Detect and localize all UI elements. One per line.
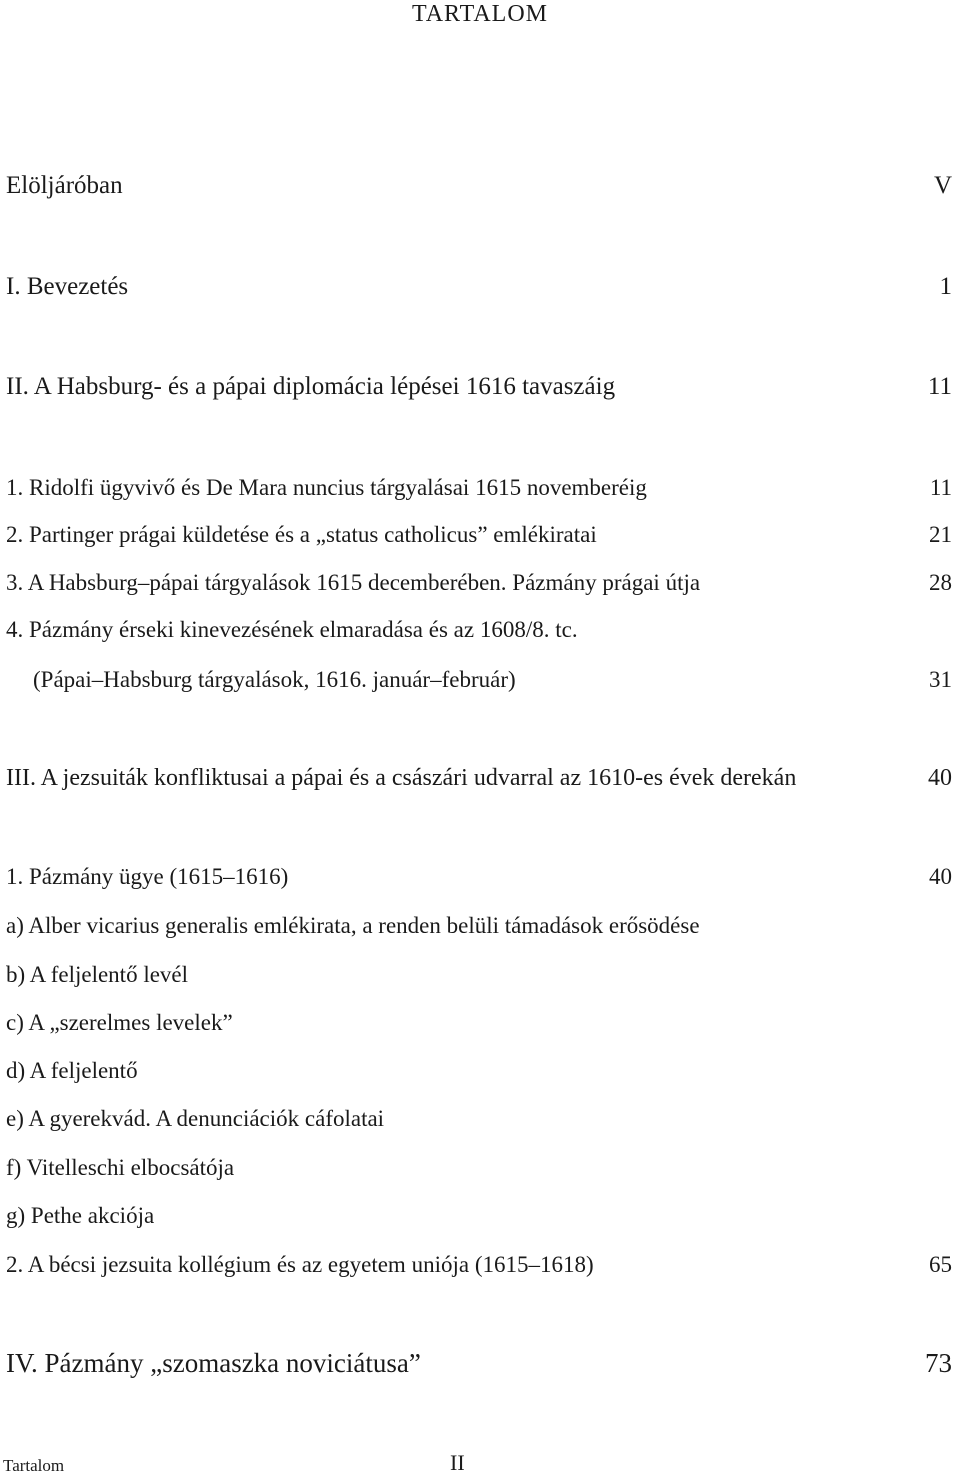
footer-page-number: II — [450, 1450, 465, 1475]
toc-entry-page: 11 — [927, 373, 952, 400]
toc-entry-page: 1 — [939, 273, 952, 300]
toc-entry-section[interactable] — [6, 570, 952, 596]
toc-entry-subsection[interactable] — [6, 962, 952, 988]
toc-entry-label: a) Alber vicarius generalis emlékirata, a renden belüli támadások erősödése — [6, 913, 700, 938]
toc-entry-label: b) A feljelentő levél — [6, 962, 189, 987]
toc-entry-section[interactable] — [6, 475, 952, 501]
toc-entry-chapter-4[interactable] — [6, 1348, 952, 1379]
toc-entry-section[interactable] — [6, 1252, 952, 1278]
toc-entry-subsection[interactable] — [6, 1155, 952, 1181]
toc-entry-label: I. Bevezetés — [6, 273, 129, 300]
toc-entry-page: 28 — [929, 570, 952, 595]
toc-entry-chapter-2[interactable] — [6, 373, 952, 401]
toc-entry-page: V — [933, 172, 952, 199]
toc-entry-section[interactable] — [6, 864, 952, 890]
toc-entry-label: 2. Partinger prágai küldetése és a „status catholicus” emlékiratai — [6, 522, 597, 547]
toc-entry-label: f) Vitelleschi elbocsátója — [6, 1155, 235, 1180]
toc-entry-page: 31 — [929, 667, 952, 692]
page-title: TARTALOM — [411, 1, 549, 27]
toc-entry-label: g) Pethe akciója — [6, 1203, 155, 1228]
toc-entry-page: 21 — [929, 522, 952, 547]
page-footer — [0, 1450, 960, 1475]
toc-entry-page: 11 — [929, 475, 952, 500]
toc-entry-label: II. A Habsburg- és a pápai diplomácia lépései 1616 tavaszáig — [6, 373, 616, 400]
toc-entry-page: 73 — [925, 1348, 952, 1378]
toc-entry-subsection[interactable] — [6, 913, 952, 939]
toc-entry-subsection[interactable] — [6, 1203, 952, 1229]
toc-entry-label: Elöljáróban — [6, 172, 123, 199]
toc-entry-label: 1. Pázmány ügye (1615–1616) — [6, 864, 289, 889]
toc-entry-section[interactable] — [6, 617, 952, 643]
toc-entry-page: 65 — [929, 1252, 952, 1277]
toc-entry-label: 3. A Habsburg–pápai tárgyalások 1615 decemberében. Pázmány prágai útja — [6, 570, 701, 595]
toc-entry-preface[interactable] — [6, 172, 952, 200]
toc-entry-subsection[interactable] — [6, 1106, 952, 1132]
toc-entry-label: e) A gyerekvád. A denunciációk cáfolatai — [6, 1106, 385, 1131]
toc-entry-label: 1. Ridolfi ügyvivő és De Mara nuncius tárgyalásai 1615 novemberéig — [6, 475, 647, 500]
toc-entry-section[interactable] — [6, 522, 952, 548]
toc-entry-page: 40 — [929, 864, 952, 889]
toc-entry-chapter-3[interactable] — [6, 765, 952, 792]
toc-entry-section-continuation[interactable] — [33, 667, 952, 693]
toc-entry-label: 2. A bécsi jezsuita kollégium és az egyetem uniója (1615–1618) — [6, 1252, 594, 1277]
toc-entry-page: 40 — [928, 765, 952, 791]
footer-section-name: Tartalom — [3, 1456, 65, 1475]
toc-entry-subsection[interactable] — [6, 1058, 952, 1084]
toc-entry-label: IV. Pázmány „szomaszka noviciátusa” — [6, 1348, 421, 1378]
toc-entry-label: III. A jezsuiták konfliktusai a pápai és a császári udvarral az 1610-es évek derekán — [6, 765, 797, 791]
toc-entry-label: c) A „szerelmes levelek” — [6, 1010, 233, 1035]
toc-entry-label: d) A feljelentő — [6, 1058, 138, 1083]
toc-entry-label: 4. Pázmány érseki kinevezésének elmaradása és az 1608/8. tc. — [6, 617, 578, 642]
toc-entry-subsection[interactable] — [6, 1010, 952, 1036]
toc-entry-chapter-1[interactable] — [6, 273, 952, 301]
toc-entry-label: (Pápai–Habsburg tárgyalások, 1616. január–február) — [33, 667, 516, 692]
